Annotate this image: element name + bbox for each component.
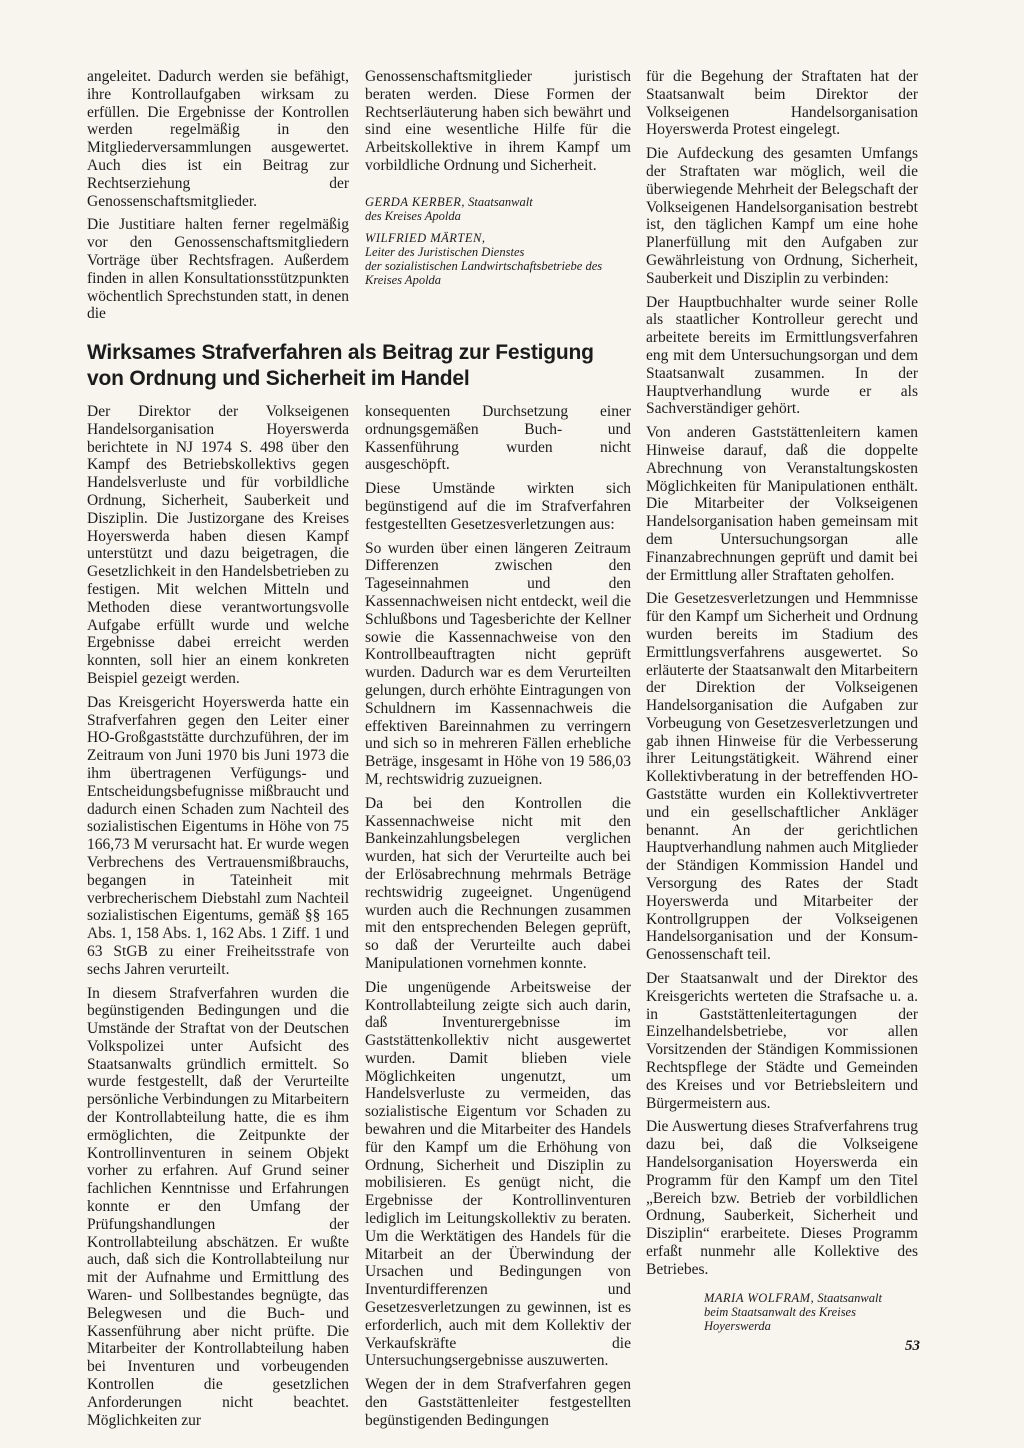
signature-name: MARIA WOLFRAM, bbox=[704, 1290, 815, 1305]
top-column-2 bbox=[365, 68, 631, 295]
paragraph: In diesem Strafverfahren wurden die begünstigenden Bedingungen und die Umstände der Straftat von der Deutschen Volkspolizei unter Aufsicht des Staatsanwalts gründlich ermittelt. So wurde festgestellt, daß der Verurteilte persönliche Verbindungen zu Mitarbeitern der Kontrollabteilung hatte, die es ihm ermöglichten, die Zeitpunkte der Kontrollinventuren in seinem Objekt vorher zu erfahren. Auf Grund seiner fachlichen Kenntnisse und Erfahrungen konnte er den Umfang der Prüfungshandlungen der Kontrollabteilung abschätzen. Er wußte auch, daß sich die Kontrollabteilung nur mit der Aufnahme und Ermittlung des Waren- und Sollbestandes begnügte, das Belegwesen und die Buch- und Kassenführung aber nicht prüfte. Die Mitarbeiter der Kontrollabteilung haben bei Inventuren und vorbeugenden Kontrollen die gesetzlichen Anforderungen nicht beachtet. Möglichkeiten zur bbox=[87, 984, 349, 1429]
signature-title: Staatsanwalt bbox=[465, 194, 533, 209]
paragraph: angeleitet. Dadurch werden sie befähigt, ihre Kontrollaufgaben wirksam zu erfüllen. Die Ergebnisse der Kontrollen werden regelmäßig in den Mitgliederversammlungen ausgewertet. Auch dies ist ein Beitrag zur Rechtserziehung der Genossenschaftsmitglieder. bbox=[87, 68, 349, 210]
paragraph: Die Justitiare halten ferner regelmäßig vor den Genossenschaftsmitgliedern Vorträge über Rechtsfragen. Außerdem finden in allen Konsultationsstützpunkten wöchentlich Sprechstunden statt, in denen die bbox=[87, 216, 349, 323]
signature-name: GERDA KERBER, bbox=[365, 194, 465, 209]
page-number: 53 bbox=[905, 1338, 920, 1354]
paragraph: Von anderen Gaststättenleitern kamen Hinweise darauf, daß die doppelte Abrechnung von Veranstaltungskosten Möglichkeiten für Manipulationen enthält. Die Mitarbeiter der Volkseigenen Handelsorganisation haben gemeinsam mit dem Untersuchungsorgan alle Finanzabrechnungen geprüft und damit bei der Ermittlung aller Straftaten geholfen. bbox=[646, 424, 918, 584]
signature-title: Staatsanwalt bbox=[814, 1290, 882, 1305]
signature-block bbox=[365, 231, 631, 287]
paragraph: Die Gesetzesverletzungen und Hemmnisse für den Kampf um Sicherheit und Ordnung wurden bereits im Stadium des Ermittlungsverfahrens ausgewertet. So erläuterte der Staatsanwalt den Mitarbeitern der Direktion der Volkseigenen Handelsorganisation die Aufgaben zur Vorbeugung von Gesetzesverletzungen und gab ihnen Hinweise für die Verbesserung ihrer Leitungstätigkeit. Während einer Kollektivberatung in der betreffenden HO-Gaststätte wurden ein Kollektivvertreter und ein gesellschaftlicher Ankläger benannt. An der gerichtlichen Hauptverhandlung nahmen auch Mitglieder der Ständigen Kommission Handel und Versorgung des Rates der Stadt Hoyerswerda und Mitarbeiter der Kontrollgruppen der Volkseigenen Handelsorganisation und der Konsum-Genossenschaft teil. bbox=[646, 590, 918, 964]
article-column-2 bbox=[365, 403, 631, 1436]
paragraph: Genossenschaftsmitglieder juristisch beraten werden. Diese Formen der Rechtserläuterung haben sich bewährt und sind eine wesentliche Hilfe für die Arbeitskollektive in ihrem Kampf um vorbildliche Ordnung und Sicherheit. bbox=[365, 68, 631, 174]
paragraph: Die Auswertung dieses Strafverfahrens trug dazu bei, daß die Volkseigene Handelsorganisation Hoyerswerda ein Programm für den Kampf um den Titel „Bereich bzw. Betrieb der vorbildlichen Ordnung, Sauberkeit, Sicherheit und Disziplin“ erarbeitete. Dieses Programm erfaßt nunmehr alle Kollektive des Betriebes. bbox=[646, 1118, 918, 1278]
paragraph: für die Begehung der Straftaten hat der Staatsanwalt beim Direktor der Volkseigenen Handelsorganisation Hoyerswerda Protest eingelegt. bbox=[646, 68, 918, 139]
paragraph: Wegen der in dem Strafverfahren gegen den Gaststättenleiter festgestellten begünstigenden Bedingungen bbox=[365, 1376, 631, 1429]
paragraph: Das Kreisgericht Hoyerswerda hatte ein Strafverfahren gegen den Leiter einer HO-Großgaststätte durchzuführen, der im Zeitraum von Juni 1970 bis Juni 1973 die ihm übertragenen Verfügungs- und Entscheidungsbefugnisse mißbraucht und dadurch einen Schaden zum Nachteil des sozialistischen Eigentums in Höhe von 75 166,73 M verursacht hat. Er wurde wegen Verbrechens des Vertrauensmißbrauchs, begangen in Tateinheit mit verbrecherischem Diebstahl zum Nachteil sozialistischen Eigentums, gemäß §§ 165 Abs. 1, 158 Abs. 1, 162 Abs. 1 Ziff. 1 und 63 StGB zu einer Freiheitsstrafe von sechs Jahren verurteilt. bbox=[87, 693, 349, 978]
paragraph: Der Direktor der Volkseigenen Handelsorganisation Hoyerswerda berichtete in NJ 1974 S. 498 über den Kampf des Betriebskollektivs gegen Handelsverluste und für vorbildliche Ordnung, Sicherheit, Sauberkeit und Disziplin. Die Justizorgane des Kreises Hoyerswerda haben diesen Kampf unterstützt und dazu beigetragen, die Gesetzlichkeit in den Handelsbetrieben zu festigen. Mit welchen Mitteln und Methoden diese verantwortungsvolle Aufgabe erfüllt wurde und welche Ergebnisse dabei erreicht werden konnten, soll hier an einem konkreten Beispiel gezeigt werden. bbox=[87, 403, 349, 687]
signature-block bbox=[365, 195, 631, 223]
signature-title: Leiter des Juristischen Dienstes bbox=[365, 244, 525, 259]
paragraph: Der Staatsanwalt und der Direktor des Kreisgerichts werteten die Strafsache u. a. in Gaststättenleitertagungen der Einzelhandelsbetriebe, vor allen Vorsitzenden der Ständigen Kommissionen Rechtspflege der Städte und Gemeinden des Kreises und vor Betriebsleitern und Bürgermeistern aus. bbox=[646, 970, 918, 1112]
paragraph: Die ungenügende Arbeitsweise der Kontrollabteilung zeigte sich auch darin, daß Inventurergebnisse im Gaststättenkollektiv nicht ausgewertet wurden. Damit blieben viele Möglichkeiten ungenutzt, um Handelsverluste zu vermeiden, das sozialistische Eigentum vor Schaden zu bewahren und die Mitarbeiter des Handels für den Kampf um die Erhöhung von Ordnung, Sicherheit und Disziplin zu mobilisieren. Es genügt nicht, die Ergebnisse der Kontrollinventuren lediglich im Leitungskollektiv zu beraten. Um die Werktätigen des Handels für die Mitarbeit an der Überwindung der Ursachen und Bedingungen von Inventurdifferenzen und Gesetzesverletzungen zu gewinnen, ist es erforderlich, auch mit dem Kollektiv der Verkaufskräfte die Untersuchungsergebnisse auszuwerten. bbox=[365, 978, 631, 1370]
signature-block bbox=[704, 1291, 918, 1333]
signature-affiliation: des Kreises Apolda bbox=[365, 208, 461, 223]
signature-affiliation: der sozialistischen Landwirtschaftsbetriebe des Kreises Apolda bbox=[365, 258, 603, 287]
article-column-1 bbox=[87, 403, 349, 1435]
signature-affiliation: Hoyerswerda bbox=[704, 1318, 771, 1333]
signature-affiliation: beim Staatsanwalt des Kreises bbox=[704, 1304, 856, 1319]
article-title: Wirksames Strafverfahren als Beitrag zur Festigung von Ordnung und Sicherheit im Handel bbox=[87, 341, 594, 390]
paragraph: So wurden über einen längeren Zeitraum Differenzen zwischen den Tageseinnahmen und den Kassennachweisen nicht entdeckt, weil die Schlußbons und Tagesberichte der Kellner sowie die Kassennachweise von den Kontrollbeauftragten nicht geprüft wurden. Dadurch war es dem Verurteilten gelungen, durch erhöhte Eintragungen von Schuldnern im Kassennachweis die effektiven Bareinnahmen zu verringern und sich so in mehreren Fällen erhebliche Beträge, insgesamt in Höhe von 19 586,03 M, rechtswidrig zuzueignen. bbox=[365, 539, 631, 788]
signature-name: WILFRIED MÄRTEN, bbox=[365, 230, 486, 245]
paragraph: Diese Umstände wirkten sich begünstigend auf die im Strafverfahren festgestellten Gesetzesverletzungen aus: bbox=[365, 480, 631, 533]
paragraph: Die Aufdeckung des gesamten Umfangs der Straftaten war möglich, weil die überwiegende Mehrheit der Belegschaft der Volkseigenen Handelsorganisation bestrebt ist, den täglichen Kampf um eine hohe Planerfüllung mit den Aufgaben zur Gewährleistung von Ordnung, Sicherheit, Sauberkeit und Disziplin zu verbinden: bbox=[646, 145, 918, 287]
paragraph: Da bei den Kontrollen die Kassennachweise nicht mit den Bankeinzahlungsbelegen verglichen wurden, hat sich der Verurteilte auch bei der Erlösabrechnung mehrmals Beträge rechtswidrig zugeeignet. Ungenügend wurden auch die Rechnungen zusammen mit den entsprechenden Belegen geprüft, so daß der Verurteilte auch dabei Manipulationen vornehmen konnte. bbox=[365, 794, 631, 972]
article-column-3 bbox=[646, 68, 918, 1341]
top-column-1 bbox=[87, 68, 349, 329]
paragraph: Der Hauptbuchhalter wurde seiner Rolle als staatlicher Kontrolleur gerecht und arbeitete bereits im Ermittlungsverfahren eng mit dem Untersuchungsorgan und dem Staatsanwalt zusammen. In der Hauptverhandlung wurde er als Sachverständiger gehört. bbox=[646, 293, 918, 418]
paragraph: konsequenten Durchsetzung einer ordnungsgemäßen Buch- und Kassenführung wurden nicht ausgeschöpft. bbox=[365, 403, 631, 474]
